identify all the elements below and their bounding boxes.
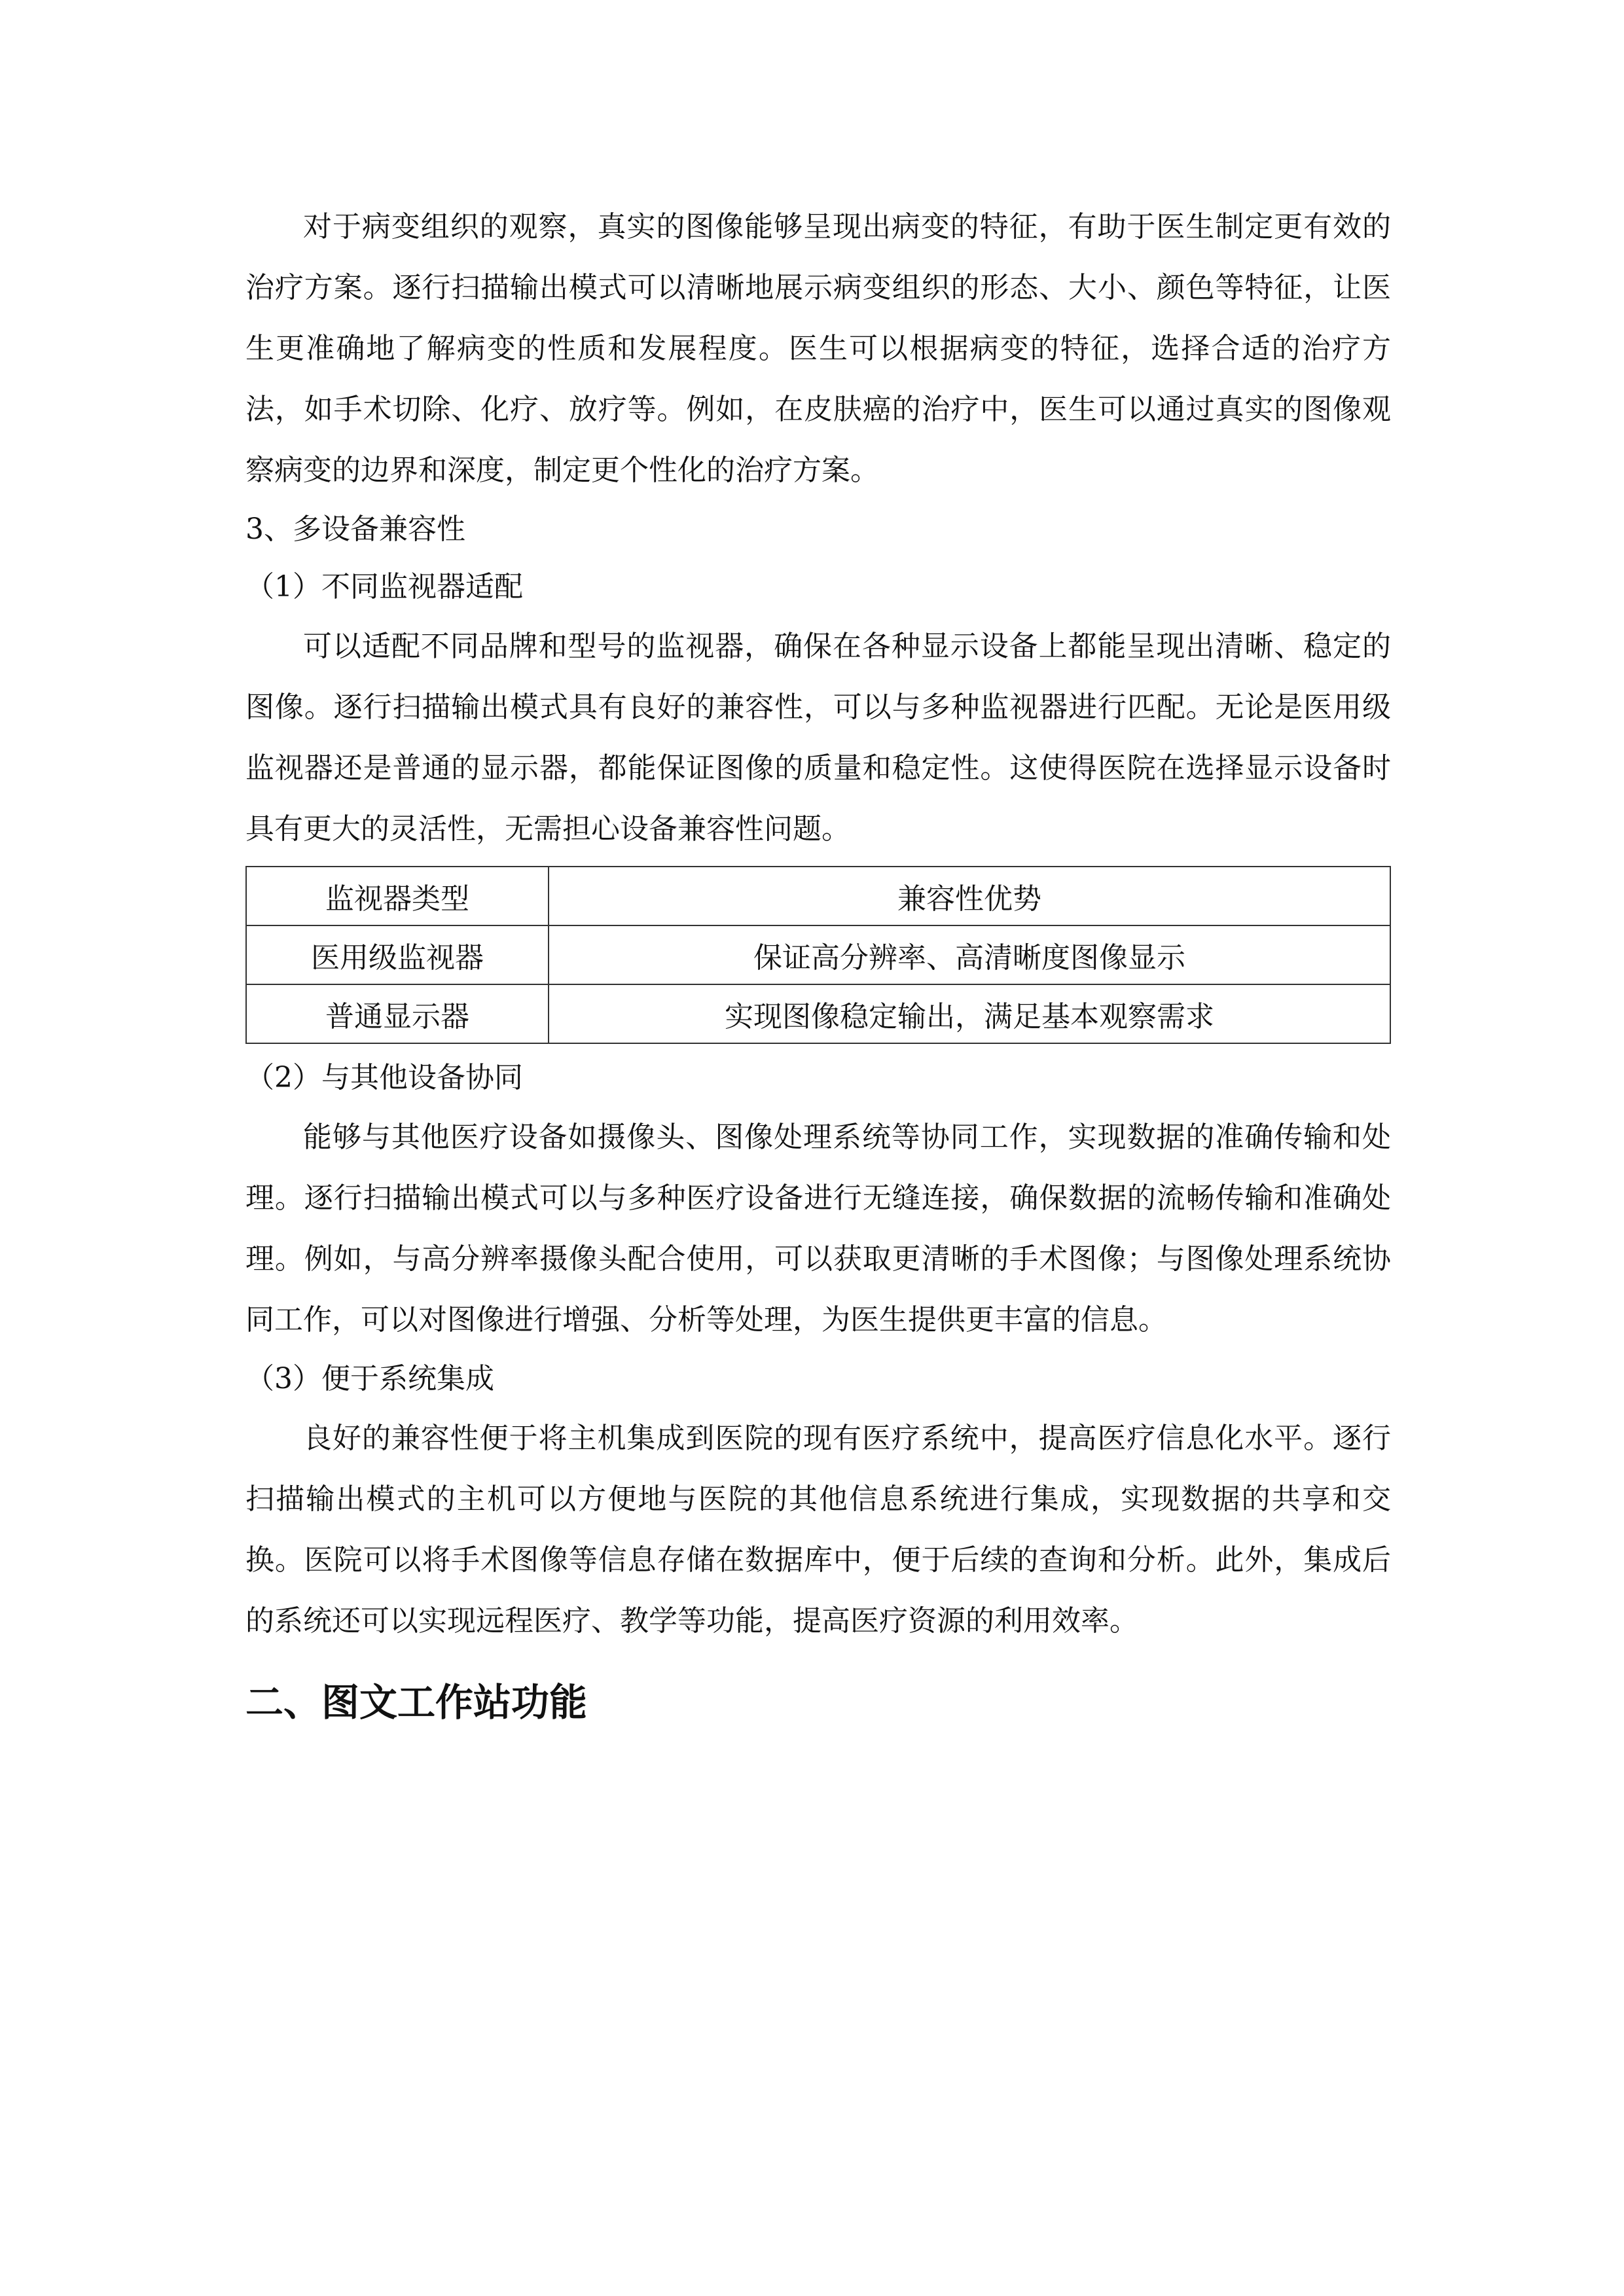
table-cell: 普通显示器 bbox=[246, 984, 549, 1043]
paragraph-lesion-observation: 对于病变组织的观察，真实的图像能够呈现出病变的特征，有助于医生制定更有效的治疗方案。逐行扫描输出模式可以清晰地展示病变组织的形态、大小、颜色等特征，让医生更准确地了解病变的性质和发展程度。医生可以根据病变的特征，选择合适的治疗方法，如手术切除、化疗、放疗等。例如，在皮肤癌的治疗中，医生可以通过真实的图像观察病变的边界和深度，制定更个性化的治疗方案。 bbox=[245, 210, 1391, 487]
table-cell: 保证高分辨率、高清晰度图像显示 bbox=[549, 925, 1390, 984]
table-header-cell: 兼容性优势 bbox=[549, 867, 1390, 925]
section-heading-workstation: 二、图文工作站功能 bbox=[245, 1680, 588, 1725]
subheading-monitor-adaptation: （1）不同监视器适配 bbox=[245, 570, 523, 603]
table-cell: 实现图像稳定输出，满足基本观察需求 bbox=[549, 984, 1390, 1043]
table-header-cell: 监视器类型 bbox=[246, 867, 549, 925]
table-row bbox=[246, 925, 1390, 984]
paragraph-system-integration: 良好的兼容性便于将主机集成到医院的现有医疗系统中，提高医疗信息化水平。逐行扫描输出模式的主机可以方便地与医院的其他信息系统进行集成，实现数据的共享和交换。医院可以将手术图像等信息存储在数据库中，便于后续的查询和分析。此外，集成后的系统还可以实现远程医疗、教学等功能，提高医疗资源的利用效率。 bbox=[245, 1422, 1391, 1638]
heading-multi-device-compatibility: 3、多设备兼容性 bbox=[245, 512, 465, 546]
table-cell: 医用级监视器 bbox=[246, 925, 549, 984]
paragraph-monitor-adaptation: 可以适配不同品牌和型号的监视器，确保在各种显示设备上都能呈现出清晰、稳定的图像。逐行扫描输出模式具有良好的兼容性，可以与多种监视器进行匹配。无论是医用级监视器还是普通的显示器，都能保证图像的质量和稳定性。这使得医院在选择显示设备时具有更大的灵活性，无需担心设备兼容性问题。 bbox=[245, 630, 1391, 846]
subheading-device-collaboration: （2）与其他设备协同 bbox=[245, 1061, 523, 1094]
paragraph-device-collaboration: 能够与其他医疗设备如摄像头、图像处理系统等协同工作，实现数据的准确传输和处理。逐行扫描输出模式可以与多种医疗设备进行无缝连接，确保数据的流畅传输和准确处理。例如，与高分辨率摄像头配合使用，可以获取更清晰的手术图像；与图像处理系统协同工作，可以对图像进行增强、分析等处理，为医生提供更丰富的信息。 bbox=[245, 1121, 1391, 1336]
table-header-row bbox=[246, 867, 1390, 925]
compatibility-table bbox=[245, 866, 1391, 1044]
subheading-system-integration: （3）便于系统集成 bbox=[245, 1362, 494, 1395]
document-page bbox=[245, 196, 1391, 1735]
table-row bbox=[246, 984, 1390, 1043]
